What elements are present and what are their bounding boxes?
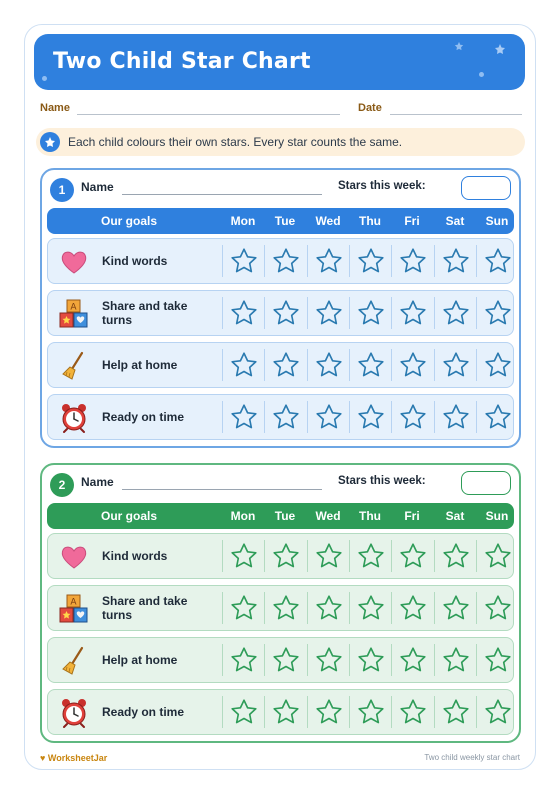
star-outline-icon xyxy=(441,402,471,432)
instructions-text: Each child colours their own stars. Every star counts the same. xyxy=(68,135,403,149)
day-header-tue: Tue xyxy=(274,509,296,523)
child-name-label: Name xyxy=(81,180,114,194)
star-outline-icon xyxy=(314,350,344,380)
goal-row xyxy=(47,533,514,579)
star-outline-icon xyxy=(356,298,386,328)
star-outline-icon xyxy=(314,246,344,276)
star-outline-icon xyxy=(483,246,513,276)
star-outline-icon xyxy=(398,350,428,380)
page-title: Two Child Star Chart xyxy=(53,49,311,74)
star-cell-sat[interactable] xyxy=(435,638,477,682)
brand-name: WorksheetJar xyxy=(47,753,108,763)
star-cell-fri[interactable] xyxy=(392,291,434,335)
svg-text:A: A xyxy=(70,597,77,608)
goal-label: Share and take turns xyxy=(102,594,188,622)
stars-this-week-label: Stars this week: xyxy=(338,180,426,192)
child-name-input-line[interactable] xyxy=(122,194,322,195)
child-name-label: Name xyxy=(81,475,114,489)
sparkle-star-icon xyxy=(494,43,506,55)
goal-row xyxy=(47,585,514,631)
goal-label: Ready on time xyxy=(102,705,185,719)
star-cell-fri[interactable] xyxy=(392,534,434,578)
child-name-input-line[interactable] xyxy=(122,489,322,490)
goal-row xyxy=(47,637,514,683)
star-cell-sun[interactable] xyxy=(477,395,519,439)
star-outline-icon xyxy=(356,402,386,432)
day-header-sun: Sun xyxy=(485,509,509,523)
goal-label: Kind words xyxy=(102,549,168,563)
star-outline-icon xyxy=(398,541,428,571)
star-outline-icon xyxy=(441,246,471,276)
child-number-badge: 2 xyxy=(50,473,74,497)
star-outline-icon xyxy=(483,402,513,432)
star-outline-icon xyxy=(483,298,513,328)
star-outline-icon xyxy=(356,697,386,727)
star-outline-icon xyxy=(356,350,386,380)
star-outline-icon xyxy=(271,697,301,727)
alarm-clock-icon xyxy=(58,402,90,434)
star-outline-icon xyxy=(314,645,344,675)
star-outline-icon xyxy=(483,350,513,380)
star-outline-icon xyxy=(229,402,259,432)
star-cell-sat[interactable] xyxy=(435,586,477,630)
star-cell-mon[interactable] xyxy=(223,586,265,630)
child-chart-2 xyxy=(40,463,521,743)
star-cell-tue[interactable] xyxy=(265,343,307,387)
star-outline-icon xyxy=(441,645,471,675)
star-outline-icon xyxy=(229,593,259,623)
star-badge-icon xyxy=(40,132,60,152)
stars-count-box[interactable] xyxy=(461,176,511,200)
star-outline-icon xyxy=(229,645,259,675)
star-outline-icon xyxy=(441,541,471,571)
star-outline-icon xyxy=(314,402,344,432)
star-cell-sat[interactable] xyxy=(435,343,477,387)
star-cell-thu[interactable] xyxy=(350,343,392,387)
star-outline-icon xyxy=(356,246,386,276)
star-cell-wed[interactable] xyxy=(308,638,350,682)
star-outline-icon xyxy=(229,350,259,380)
star-cell-fri[interactable] xyxy=(392,395,434,439)
star-outline-icon xyxy=(271,350,301,380)
star-cell-wed[interactable] xyxy=(308,343,350,387)
star-cell-wed[interactable] xyxy=(308,690,350,734)
star-cell-tue[interactable] xyxy=(265,690,307,734)
date-line[interactable] xyxy=(390,114,522,115)
star-cell-mon[interactable] xyxy=(223,638,265,682)
star-outline-icon xyxy=(398,298,428,328)
star-cell-wed[interactable] xyxy=(308,395,350,439)
day-header-fri: Fri xyxy=(404,509,420,523)
star-cell-fri[interactable] xyxy=(392,586,434,630)
alarm-clock-icon xyxy=(58,697,90,729)
star-outline-icon xyxy=(229,541,259,571)
star-cell-mon[interactable] xyxy=(223,534,265,578)
star-outline-icon xyxy=(271,402,301,432)
star-cell-thu[interactable] xyxy=(350,534,392,578)
goal-row xyxy=(47,689,514,735)
star-cell-sun[interactable] xyxy=(477,690,519,734)
day-header-sat: Sat xyxy=(445,214,465,228)
goal-row xyxy=(47,290,514,336)
child-chart-1 xyxy=(40,168,521,448)
goals-header-label: Our goals xyxy=(101,509,158,523)
star-cell-mon[interactable] xyxy=(223,690,265,734)
day-header-mon: Mon xyxy=(230,509,256,523)
star-outline-icon xyxy=(356,541,386,571)
star-cell-sun[interactable] xyxy=(477,291,519,335)
goals-header-row xyxy=(47,208,514,234)
star-cell-thu[interactable] xyxy=(350,586,392,630)
star-cell-thu[interactable] xyxy=(350,239,392,283)
star-outline-icon xyxy=(229,298,259,328)
day-header-fri: Fri xyxy=(404,214,420,228)
goal-label: Help at home xyxy=(102,653,178,667)
star-cell-thu[interactable] xyxy=(350,291,392,335)
star-outline-icon xyxy=(229,697,259,727)
star-cell-sat[interactable] xyxy=(435,291,477,335)
star-cell-fri[interactable] xyxy=(392,638,434,682)
goals-header-row xyxy=(47,503,514,529)
day-header-thu: Thu xyxy=(359,214,381,228)
star-cell-thu[interactable] xyxy=(350,395,392,439)
star-cell-fri[interactable] xyxy=(392,239,434,283)
goal-label: Share and take turns xyxy=(102,299,188,327)
day-header-wed: Wed xyxy=(315,214,341,228)
star-outline-icon xyxy=(441,593,471,623)
star-cell-mon[interactable] xyxy=(223,343,265,387)
star-outline-icon xyxy=(483,697,513,727)
brand-logo: ♥ WorksheetJar xyxy=(40,753,108,763)
star-outline-icon xyxy=(398,246,428,276)
title-banner xyxy=(34,34,525,90)
star-cell-tue[interactable] xyxy=(265,638,307,682)
day-header-thu: Thu xyxy=(359,509,381,523)
star-outline-icon xyxy=(271,246,301,276)
day-header-sun: Sun xyxy=(485,214,509,228)
star-outline-icon xyxy=(271,593,301,623)
heart-icon xyxy=(58,246,90,278)
sparkle-star-icon xyxy=(454,41,464,51)
goal-row xyxy=(47,394,514,440)
goal-row xyxy=(47,342,514,388)
goal-label: Help at home xyxy=(102,358,178,372)
star-outline-icon xyxy=(271,645,301,675)
star-cell-sat[interactable] xyxy=(435,690,477,734)
star-outline-icon xyxy=(356,645,386,675)
star-outline-icon xyxy=(483,593,513,623)
star-cell-sat[interactable] xyxy=(435,395,477,439)
star-cell-sun[interactable] xyxy=(477,239,519,283)
date-label: Date xyxy=(358,102,382,114)
star-outline-icon xyxy=(314,593,344,623)
star-outline-icon xyxy=(483,645,513,675)
sparkle-dot-icon xyxy=(479,72,484,77)
star-outline-icon xyxy=(441,298,471,328)
heart-icon xyxy=(58,541,90,573)
name-label: Name xyxy=(40,102,70,114)
svg-text:A: A xyxy=(70,302,77,313)
star-outline-icon xyxy=(271,541,301,571)
star-cell-mon[interactable] xyxy=(223,291,265,335)
stars-this-week-label: Stars this week: xyxy=(338,475,426,487)
star-outline-icon xyxy=(398,402,428,432)
goal-label: Kind words xyxy=(102,254,168,268)
star-outline-icon xyxy=(441,697,471,727)
star-cell-tue[interactable] xyxy=(265,586,307,630)
star-cell-mon[interactable] xyxy=(223,395,265,439)
star-outline-icon xyxy=(398,697,428,727)
star-outline-icon xyxy=(398,645,428,675)
day-header-sat: Sat xyxy=(445,509,465,523)
star-cell-fri[interactable] xyxy=(392,343,434,387)
star-cell-tue[interactable] xyxy=(265,534,307,578)
sparkle-dot-icon xyxy=(42,76,47,81)
goal-label: Ready on time xyxy=(102,410,185,424)
star-cell-thu[interactable] xyxy=(350,638,392,682)
star-cell-thu[interactable] xyxy=(350,690,392,734)
star-cell-wed[interactable] xyxy=(308,534,350,578)
footer-caption: Two child weekly star chart xyxy=(424,753,520,762)
star-cell-sun[interactable] xyxy=(477,638,519,682)
star-cell-wed[interactable] xyxy=(308,291,350,335)
broom-icon xyxy=(58,645,90,677)
star-outline-icon xyxy=(483,541,513,571)
day-header-wed: Wed xyxy=(315,509,341,523)
star-outline-icon xyxy=(314,541,344,571)
star-cell-tue[interactable] xyxy=(265,239,307,283)
stars-count-box[interactable] xyxy=(461,471,511,495)
star-cell-fri[interactable] xyxy=(392,690,434,734)
star-outline-icon xyxy=(314,298,344,328)
star-outline-icon xyxy=(398,593,428,623)
star-cell-tue[interactable] xyxy=(265,395,307,439)
star-cell-sun[interactable] xyxy=(477,534,519,578)
child-number-badge: 1 xyxy=(50,178,74,202)
day-header-tue: Tue xyxy=(274,214,296,228)
star-cell-sat[interactable] xyxy=(435,239,477,283)
star-outline-icon xyxy=(356,593,386,623)
star-outline-icon xyxy=(271,298,301,328)
day-header-mon: Mon xyxy=(230,214,256,228)
star-cell-wed[interactable] xyxy=(308,239,350,283)
star-cell-sun[interactable] xyxy=(477,343,519,387)
star-outline-icon xyxy=(314,697,344,727)
star-cell-wed[interactable] xyxy=(308,586,350,630)
star-cell-tue[interactable] xyxy=(265,291,307,335)
broom-icon xyxy=(58,350,90,382)
goal-row xyxy=(47,238,514,284)
goals-header-label: Our goals xyxy=(101,214,158,228)
star-cell-sat[interactable] xyxy=(435,534,477,578)
name-line[interactable] xyxy=(77,114,340,115)
star-cell-mon[interactable] xyxy=(223,239,265,283)
star-cell-sun[interactable] xyxy=(477,586,519,630)
star-outline-icon xyxy=(229,246,259,276)
toy-blocks-icon xyxy=(58,593,90,625)
toy-blocks-icon xyxy=(58,298,90,330)
instructions-banner xyxy=(36,128,525,156)
star-outline-icon xyxy=(441,350,471,380)
